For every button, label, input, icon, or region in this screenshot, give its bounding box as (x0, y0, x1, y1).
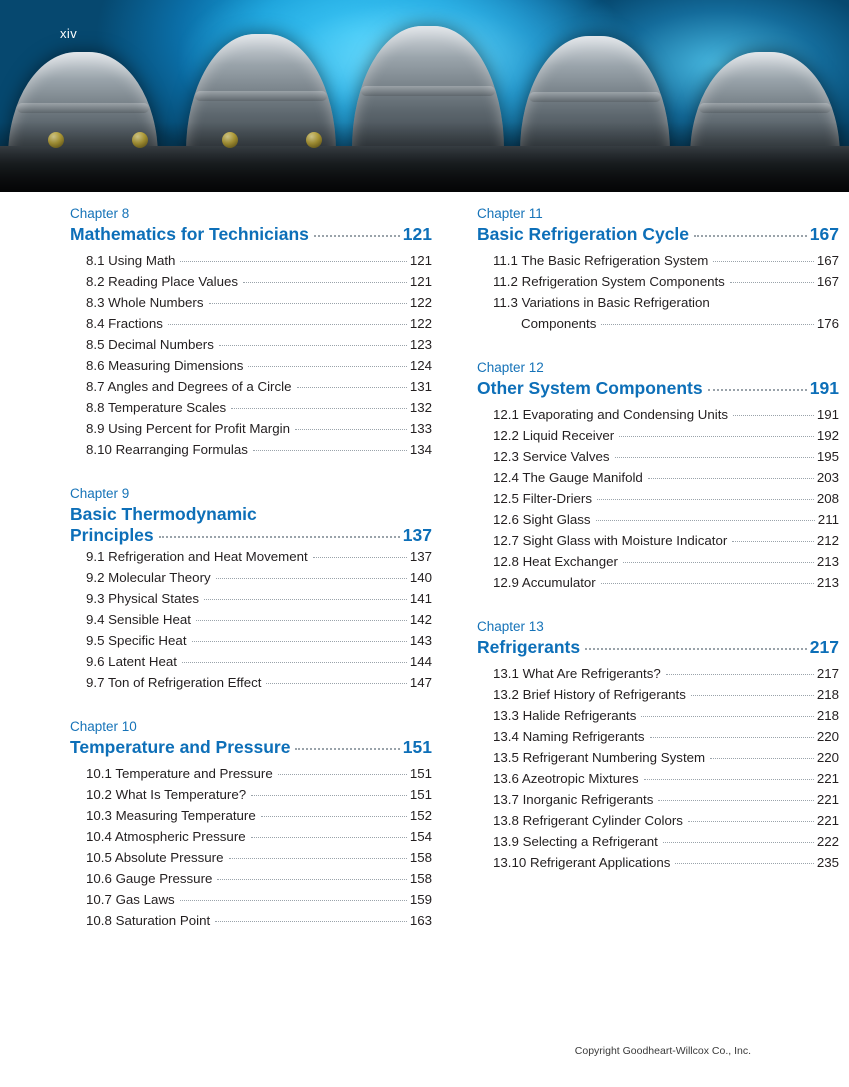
chapter-title-line2[interactable]: Principles (70, 525, 154, 545)
leader-dots (168, 324, 407, 325)
toc-entry[interactable] (70, 397, 432, 418)
chapter-page-number: 137 (402, 525, 432, 545)
toc-entry-label: 13.4 Naming Refrigerants (493, 729, 645, 744)
toc-entry-label: 9.4 Sensible Heat (86, 612, 191, 627)
chapter-title-line1[interactable]: Basic Thermodynamic (70, 504, 257, 524)
leader-dots (295, 429, 407, 430)
toc-entry[interactable] (477, 404, 839, 425)
chapter-label: Chapter 12 (477, 360, 544, 375)
chapter-title[interactable]: Refrigerants (477, 637, 581, 657)
toc-entry[interactable] (70, 418, 432, 439)
leader-dots (215, 921, 407, 922)
toc-entry[interactable] (70, 334, 432, 355)
toc-entry[interactable] (70, 847, 432, 868)
toc-entry-label: 8.7 Angles and Degrees of a Circle (86, 379, 292, 394)
toc-entry-page: 142 (409, 612, 432, 627)
toc-entry-page: 122 (409, 295, 432, 310)
toc-entry-page: 218 (816, 708, 839, 723)
toc-entry[interactable] (70, 609, 432, 630)
toc-entry[interactable] (70, 868, 432, 889)
leader-dots (278, 774, 407, 775)
toc-entry[interactable] (477, 488, 839, 509)
chapter-title-row[interactable] (70, 737, 432, 758)
leader-dots (251, 837, 407, 838)
leader-dots (644, 779, 814, 780)
toc-entry[interactable] (477, 425, 839, 446)
toc-entry-page: 218 (816, 687, 839, 702)
leader-dots (601, 324, 813, 325)
toc-entry-label: 11.1 The Basic Refrigeration System (493, 253, 709, 268)
toc-entry-page: 147 (409, 675, 432, 690)
toc-entry[interactable] (477, 509, 839, 530)
leader-dots (597, 499, 814, 500)
toc-entry-page: 221 (816, 813, 839, 828)
toc-entry-label: 9.7 Ton of Refrigeration Effect (86, 675, 262, 690)
leader-dots (641, 716, 813, 717)
toc-entry-page: 152 (409, 808, 432, 823)
toc-entry-page: 121 (409, 274, 432, 289)
leader-dots (261, 816, 407, 817)
toc-entry[interactable] (70, 588, 432, 609)
copyright-notice: Copyright Goodheart-Willcox Co., Inc. (574, 1045, 751, 1057)
toc-entry-label: 9.3 Physical States (86, 591, 200, 606)
leader-dots (253, 450, 407, 451)
leader-dots (314, 235, 400, 237)
toc-entry-label: 12.9 Accumulator (493, 575, 596, 590)
leader-dots (217, 879, 406, 880)
toc-entry-label: 9.2 Molecular Theory (86, 570, 211, 585)
toc-entry[interactable] (70, 546, 432, 567)
toc-entry[interactable] (70, 355, 432, 376)
toc-entry-page: 140 (409, 570, 432, 585)
toc-entry-page: 195 (816, 449, 839, 464)
chapter-label: Chapter 10 (70, 719, 137, 734)
leader-dots (209, 303, 407, 304)
toc-entry[interactable] (477, 684, 839, 705)
leader-dots (675, 863, 813, 864)
toc-entry-page: 143 (409, 633, 432, 648)
table-of-contents (0, 206, 849, 957)
toc-entry[interactable] (70, 784, 432, 805)
leader-dots (204, 599, 407, 600)
toc-entry-continuation[interactable] (477, 313, 839, 334)
chapter-block-10 (70, 719, 432, 931)
toc-entry-page: 144 (409, 654, 432, 669)
toc-entry-label: 12.2 Liquid Receiver (493, 428, 615, 443)
chapter-title[interactable]: Basic Refrigeration Cycle (477, 224, 690, 244)
toc-entry-label: 13.8 Refrigerant Cylinder Colors (493, 813, 683, 828)
chapter-title[interactable]: Mathematics for Technicians (70, 224, 309, 244)
toc-entry[interactable] (477, 789, 839, 810)
chapter-page-number: 191 (809, 378, 839, 398)
toc-entry-label: 8.3 Whole Numbers (86, 295, 204, 310)
toc-entry-page: 213 (816, 575, 839, 590)
leader-dots (615, 457, 814, 458)
chapter-label: Chapter 9 (70, 486, 130, 501)
toc-entry-page: 176 (816, 316, 839, 331)
leader-dots (623, 562, 814, 563)
chapter-title[interactable]: Temperature and Pressure (70, 737, 291, 757)
toc-entry-label: 12.7 Sight Glass with Moisture Indicator (493, 533, 728, 548)
leader-dots (159, 536, 400, 538)
toc-entry[interactable] (477, 250, 839, 271)
toc-entry-page: 158 (409, 850, 432, 865)
chapter-page-number: 121 (402, 224, 432, 244)
toc-entry[interactable] (477, 446, 839, 467)
leader-dots (248, 366, 406, 367)
toc-entry[interactable] (70, 651, 432, 672)
toc-entry-label: 12.1 Evaporating and Condensing Units (493, 407, 729, 422)
leader-dots (243, 282, 407, 283)
leader-dots (192, 641, 407, 642)
toc-entry[interactable] (70, 763, 432, 784)
toc-entry-page: 191 (816, 407, 839, 422)
leader-dots (710, 758, 814, 759)
toc-entry-page: 167 (816, 253, 839, 268)
photo-bottom-shadow (0, 122, 849, 192)
toc-entry-label: 13.9 Selecting a Refrigerant (493, 834, 658, 849)
leader-dots (251, 795, 407, 796)
leader-dots (182, 662, 407, 663)
toc-entry[interactable] (477, 551, 839, 572)
toc-entry-label: 10.3 Measuring Temperature (86, 808, 256, 823)
toc-entry-label: 13.6 Azeotropic Mixtures (493, 771, 639, 786)
toc-entry[interactable] (70, 250, 432, 271)
toc-entry-label: 12.5 Filter-Driers (493, 491, 593, 506)
header-photo (0, 0, 849, 192)
toc-entry-page: 211 (817, 512, 839, 527)
leader-dots (231, 408, 407, 409)
chapter-label: Chapter 13 (477, 619, 544, 634)
toc-entry-label: 12.6 Sight Glass (493, 512, 591, 527)
leader-dots (691, 695, 814, 696)
toc-column-left (70, 206, 432, 957)
leader-dots (658, 800, 813, 801)
chapter-block-13 (477, 619, 839, 873)
leader-dots (313, 557, 407, 558)
toc-entry-page: 235 (816, 855, 839, 870)
chapter-block-8 (70, 206, 432, 460)
toc-entry-page: 131 (409, 379, 432, 394)
toc-entry[interactable] (477, 467, 839, 488)
chapter-block-12 (477, 360, 839, 593)
toc-entry-label: 10.8 Saturation Point (86, 913, 211, 928)
toc-entry[interactable] (477, 705, 839, 726)
toc-entry-label: 9.5 Specific Heat (86, 633, 187, 648)
toc-entry-label: 9.1 Refrigeration and Heat Movement (86, 549, 308, 564)
toc-entry[interactable] (477, 810, 839, 831)
toc-entry-label: 11.2 Refrigeration System Components (493, 274, 725, 289)
leader-dots (688, 821, 814, 822)
leader-dots (180, 261, 406, 262)
toc-entry[interactable] (477, 726, 839, 747)
leader-dots (196, 620, 407, 621)
leader-dots (297, 387, 407, 388)
toc-entry-page: 212 (816, 533, 839, 548)
chapter-page-number: 217 (809, 637, 839, 657)
chapter-title-row[interactable] (477, 224, 839, 245)
toc-entry-label: 10.5 Absolute Pressure (86, 850, 224, 865)
toc-entry[interactable] (70, 826, 432, 847)
toc-entry-page: 221 (816, 792, 839, 807)
toc-entry-page: 132 (409, 400, 432, 415)
page-number: xiv (60, 26, 78, 41)
toc-entry-page: 134 (409, 442, 432, 457)
toc-entry[interactable] (70, 630, 432, 651)
chapter-label: Chapter 8 (70, 206, 130, 221)
toc-entry-page: 121 (409, 253, 432, 268)
toc-entry[interactable] (70, 567, 432, 588)
chapter-label: Chapter 11 (477, 206, 543, 221)
toc-entry-label: 8.4 Fractions (86, 316, 163, 331)
toc-entry[interactable] (70, 672, 432, 693)
leader-dots (619, 436, 814, 437)
chapter-title-row[interactable] (477, 378, 839, 399)
toc-entry-page: 159 (409, 892, 432, 907)
toc-entry[interactable] (70, 805, 432, 826)
toc-entry-label: 10.4 Atmospheric Pressure (86, 829, 246, 844)
toc-entry-label: 9.6 Latent Heat (86, 654, 177, 669)
leader-dots (585, 648, 807, 650)
toc-entry-label: 10.1 Temperature and Pressure (86, 766, 273, 781)
toc-entry[interactable] (477, 663, 839, 684)
toc-entry[interactable] (477, 831, 839, 852)
toc-entry-label: 12.8 Heat Exchanger (493, 554, 618, 569)
toc-entry-page: 217 (816, 666, 839, 681)
leader-dots (708, 389, 807, 391)
chapter-title[interactable]: Other System Components (477, 378, 703, 398)
leader-dots (216, 578, 407, 579)
toc-entry[interactable] (70, 271, 432, 292)
toc-entry-label: 8.1 Using Math (86, 253, 176, 268)
toc-entry-label: 13.2 Brief History of Refrigerants (493, 687, 686, 702)
toc-entry[interactable] (477, 271, 839, 292)
toc-entry-page: 167 (816, 274, 839, 289)
leader-dots (229, 858, 407, 859)
toc-entry-page: 208 (816, 491, 839, 506)
leader-dots (732, 541, 814, 542)
toc-entry-page: 133 (409, 421, 432, 436)
toc-entry-page: 220 (816, 729, 839, 744)
leader-dots (648, 478, 814, 479)
toc-entry[interactable] (70, 376, 432, 397)
leader-dots (694, 235, 807, 237)
toc-entry[interactable] (70, 292, 432, 313)
toc-entry-page: 220 (816, 750, 839, 765)
toc-entry-page: 222 (816, 834, 839, 849)
toc-entry-page: 158 (409, 871, 432, 886)
toc-entry-page: 151 (409, 787, 432, 802)
chapter-block-11 (477, 206, 839, 334)
leader-dots (266, 683, 406, 684)
toc-entry-label: 12.3 Service Valves (493, 449, 610, 464)
toc-entry-label: 8.2 Reading Place Values (86, 274, 239, 289)
toc-entry-page: 203 (816, 470, 839, 485)
toc-entry[interactable] (477, 572, 839, 593)
toc-entry-label: 8.9 Using Percent for Profit Margin (86, 421, 290, 436)
toc-entry-label: 10.6 Gauge Pressure (86, 871, 213, 886)
leader-dots (650, 737, 814, 738)
leader-dots (730, 282, 814, 283)
toc-entry-page: 192 (816, 428, 839, 443)
toc-entry-label: 10.7 Gas Laws (86, 892, 175, 907)
toc-entry-label: 10.2 What Is Temperature? (86, 787, 247, 802)
toc-column-right (477, 206, 839, 957)
toc-entry[interactable] (70, 439, 432, 460)
chapter-block-9 (70, 486, 432, 693)
leader-dots (295, 748, 399, 750)
toc-entry-label: 8.8 Temperature Scales (86, 400, 227, 415)
toc-entry-label: Components (521, 316, 597, 331)
toc-entry[interactable] (477, 852, 839, 873)
toc-entry-page: 122 (409, 316, 432, 331)
toc-entry-page: 154 (409, 829, 432, 844)
leader-dots (180, 900, 407, 901)
chapter-page-number: 151 (402, 737, 432, 757)
toc-entry-page: 137 (409, 549, 432, 564)
toc-entry[interactable] (70, 313, 432, 334)
leader-dots (666, 674, 814, 675)
toc-entry-label: 13.10 Refrigerant Applications (493, 855, 671, 870)
leader-dots (219, 345, 407, 346)
chapter-title-row[interactable] (70, 504, 432, 546)
toc-entry-label: 12.4 The Gauge Manifold (493, 470, 643, 485)
leader-dots (713, 261, 813, 262)
leader-dots (733, 415, 814, 416)
toc-entry[interactable] (70, 889, 432, 910)
toc-entry-page: 151 (409, 766, 432, 781)
toc-entry-label: 8.10 Rearranging Formulas (86, 442, 248, 457)
toc-entry-label: 13.7 Inorganic Refrigerants (493, 792, 654, 807)
toc-entry-label: 8.6 Measuring Dimensions (86, 358, 244, 373)
toc-entry[interactable] (477, 530, 839, 551)
toc-entry-label: 13.1 What Are Refrigerants? (493, 666, 661, 681)
toc-entry-page: 221 (816, 771, 839, 786)
leader-dots (596, 520, 815, 521)
toc-entry[interactable] (70, 910, 432, 931)
chapter-title-row[interactable] (477, 637, 839, 658)
toc-entry-page: 141 (409, 591, 432, 606)
chapter-title-row[interactable] (70, 224, 432, 245)
leader-dots (601, 583, 814, 584)
toc-entry-label: 13.3 Halide Refrigerants (493, 708, 637, 723)
toc-entry-label: 13.5 Refrigerant Numbering System (493, 750, 706, 765)
toc-entry-label: 8.5 Decimal Numbers (86, 337, 214, 352)
toc-entry[interactable] (477, 747, 839, 768)
chapter-page-number: 167 (809, 224, 839, 244)
toc-entry-page: 124 (409, 358, 432, 373)
toc-entry[interactable] (477, 292, 839, 313)
toc-entry[interactable] (477, 768, 839, 789)
toc-entry-label: 11.3 Variations in Basic Refrigeration (493, 295, 710, 310)
toc-entry-page: 123 (409, 337, 432, 352)
toc-entry-page: 163 (409, 913, 432, 928)
leader-dots (663, 842, 814, 843)
toc-entry-page: 213 (816, 554, 839, 569)
